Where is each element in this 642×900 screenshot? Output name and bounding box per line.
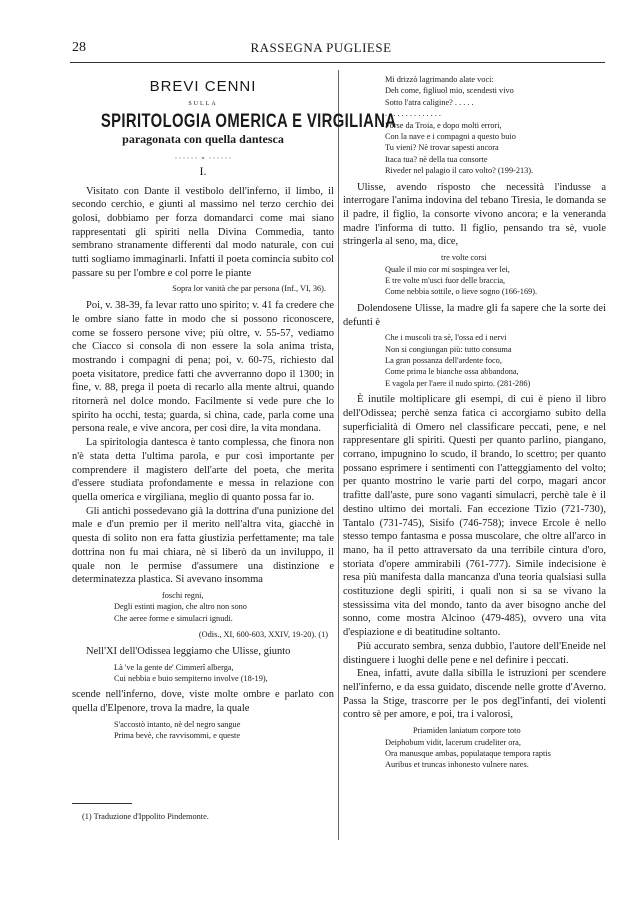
verse-line: Come nebbia sottile, o lieve sogno (166-169). — [385, 287, 538, 297]
running-head: RASSEGNA PUGLIESE — [250, 40, 392, 55]
verse-line: Prima bevè, che ravvisommi, e queste — [114, 731, 241, 741]
verse-quote — [114, 590, 334, 624]
right-column — [343, 74, 606, 775]
verse-line: foschi regni, — [162, 590, 204, 600]
footnote-rule — [72, 803, 132, 804]
verse-line: Forse da Troia, e dopo molti errori, — [385, 120, 502, 130]
paragraph: Enea, infatti, avute dalla sibilla le istruzioni per scendere nell'inferno, e da essa guidato, discende nelle grotte d'Averno. Passa la Stige, trascorre per le pos degl'infanti, dei violenti contro sè per amore, e poi, tra i valorosi, — [343, 668, 606, 721]
verse-line: Ora manusque ambas, populataque tempora raptis — [385, 748, 551, 758]
paragraph: Gli antichi possedevano già la dottrina d'una punizione del male e d'un premio per il merito nell'altra vita, giacchè in questa di solito non era fatta giustizia perfettamente; ma tale dottrina non fu mai chiara, nè si liberò da un inviluppo, il quale non le permise d'assumere una distinzione e determinatezza plastica. Si avevano insomma — [72, 505, 334, 586]
paragraph: Dolendosene Ulisse, la madre gli fa sapere che la sorte dei defunti è — [343, 302, 606, 328]
verse-quote — [114, 662, 334, 685]
verse-line: Deh come, figliuol mio, scendesti vivo — [385, 86, 514, 96]
verse-quote — [385, 332, 606, 389]
verse-line: E vagola per l'aere il nudo spirto. (281-286) — [385, 378, 531, 388]
left-column — [72, 74, 397, 746]
verse-quote — [114, 719, 334, 742]
verse-line: La gran possanza dell'ardente foco, — [385, 356, 502, 366]
verse-line: Degli estinti magion, che altro non sono — [114, 602, 247, 612]
paragraph: La spiritologia dantesca è tanto complessa, che finora non n'è stata detta l'ultima parola, e pur così importante per comprendere il magistero dell'arte del poeta, che merita d'essere studiata profondamente e messa in relazione con quella omerica e virgiliana, meglio di quanto possa far io. — [72, 437, 334, 503]
verse-line: S'accostò intanto, nè del negro sangue — [114, 719, 241, 729]
verse-line: Deiphobum vidit, lacerum crudeliter ora, — [385, 737, 521, 747]
verse-line: E tre volte m'usci fuor delle braccia, — [385, 275, 506, 285]
verse-line: tre volte corsi — [441, 253, 487, 263]
article-subtitle: paragonata con quella dantesca — [122, 132, 284, 147]
verse-line: Là 've la gente de' Cimmerî alberga, — [114, 662, 234, 672]
verse-line: Sotto l'atra caligine? . . . . . — [385, 97, 474, 107]
paragraph: Più accurato sembra, senza dubbio, l'autore dell'Eneide nel distinguere i luoghi delle pene e nel definire i peccati. — [343, 640, 606, 666]
verse-line: Che aeree forme e simulacri ignudi. — [114, 613, 233, 623]
inline-quote: Sopra lor vanità che par persona (Inf., VI, 36). — [172, 284, 326, 294]
section-number: I. — [199, 163, 207, 178]
paragraph: Nell'XI dell'Odissea leggiamo che Ulisse, giunto — [86, 645, 291, 657]
verse-line: Quale il mio cor mi sospingea ver lei, — [385, 264, 510, 274]
verse-line: Cui nebbia e buio sempiterno involve (18-19), — [114, 673, 268, 683]
citation: (Odis., XI, 600-603, XXIV, 19-20). (1) — [198, 630, 328, 640]
verse-line: Che i muscoli tra sè, l'ossa ed i nervi — [385, 333, 507, 343]
column-divider — [338, 70, 339, 840]
ornament-divider-icon — [173, 155, 233, 161]
paragraph: È inutile moltiplicare gli esempi, di cui è pieno il libro dell'Odissea; perchè senza fatica ci accorgiamo subito della superficialità di Omero nel classificare peccati, pene, e nel rappresentare gli spiriti. Questi per quanto parlino, piangano, corrano, impugnino lo scudo, il brando, lo scettro; per quanto possano esprimere i sentimenti con l'atteggiamento del volto; per quanto mostrino le varie parti del corpo, magari ancor trafitte dall'aste, pure sono vaganti simulacri, perchè tale è il destino ultimo dei mortali. Fan eccezione Tizio (721-730), Tantalo (731-745), Sisifo (746-758); invece Ercole è nello stesso tempo fantasma e possa muscolare, che oltre all'arco in mano, ha il petto attraversato da una terribile cintura d'oro, storiata d'opere ammirabili (761-777). Simile indecisione è resa più manifesta dalla mancanza d'una teoria qualsiasi sulla costituzione degli spiriti, i quali non si sa se vivano la stessissima vita del mondo, tanto da aver bisogno anche del sonno, come mostra Alcinoo (479-485), ovvero una vita d'espiazione e di beatitudine soltanto. — [343, 394, 606, 639]
paragraph: scende nell'inferno, dove, viste molte ombre e parlato con quella d'Elpenore, trova la madre, la quale — [72, 689, 334, 715]
verse-line: Tu vieni? Nè trovar sapesti ancora — [385, 143, 499, 153]
article-title-line2: SULLA — [188, 100, 218, 107]
header-rule — [70, 62, 605, 63]
page-number: 28 — [72, 40, 86, 55]
verse-line: Non si congiungan più: tutto consuma — [385, 344, 512, 354]
verse-line: Itaca tua? nè della tua consorte — [385, 154, 488, 164]
article-title-main: SPIRITOLOGIA OMERICA E VIRGILIANA — [100, 111, 397, 133]
paragraph: Ulisse, avendo risposto che necessità l'indusse a interrogare l'anima indovina del tebano Tiresia, le domanda se il padre, il figlio, la consorte vivono ancora; e la veneranda madre l'informa di tutto. Il figlio, pensando tra sè, vuole stringerla al seno, ma, dice, — [343, 181, 606, 248]
verse-line: Con la nave e i compagni a questo buio — [385, 132, 516, 142]
paragraph: Poi, v. 38-39, fa levar ratto uno spirito; v. 41 fa credere che le ombre siano fatte in modo che si possono riconoscere, come se fossero persone vive; più oltre, v. 55-57, vediamo che Ciacco si consola di non essere la sola anima trista, mostrando i compagni di pena; poi, v. 60-75, richiesto dal poeta visitatore, predice fatti che avverranno dopo il 1300; in fine, v. 88, prega il poeta di recarlo alla mente altrui, quando ritornerà nel dolce mondo. Facilmente si vede pure che lo spirito ha occhi, testa; guarda, si china, cade, parla come una persona reale, e vive ancora, per così dire, la vita mondana. — [72, 300, 334, 435]
verse-line: . . . . . . . . . . . . . . — [385, 109, 442, 119]
article-title-line1: BREVI CENNI — [149, 78, 257, 95]
verse-line: Riveder nel palagio il caro volto? (199-213). — [385, 166, 534, 176]
verse-line: Mi drizzò lagrimando alate voci: — [385, 75, 494, 84]
footnote: (1) Traduzione d'Ippolito Pindemonte. — [82, 812, 209, 821]
verse-quote — [385, 725, 606, 771]
verse-line: Come prima le bianche ossa abbandona, — [385, 367, 519, 377]
verse-quote — [385, 74, 606, 177]
verse-line: Priamiden laniatum corpore toto — [413, 726, 521, 736]
verse-line: Auribus et truncas inhonesto vulnere nares. — [385, 760, 529, 770]
paragraph: Visitato con Dante il vestibolo dell'inferno, il limbo, il secondo cerchio, e giunti al massimo nel terzo cerchio dei golosi, dobbiamo per forza domandarci come mai siano rappresentati gli spiriti nella Divina Commedia, tanto sembrano stranamente differenti dal modo naturale, con cui tutti sogliamo immaginarli. Infatti il poeta comincia subito col passare su per l'ombre e col porre le piante — [72, 185, 334, 279]
verse-quote — [385, 252, 606, 298]
